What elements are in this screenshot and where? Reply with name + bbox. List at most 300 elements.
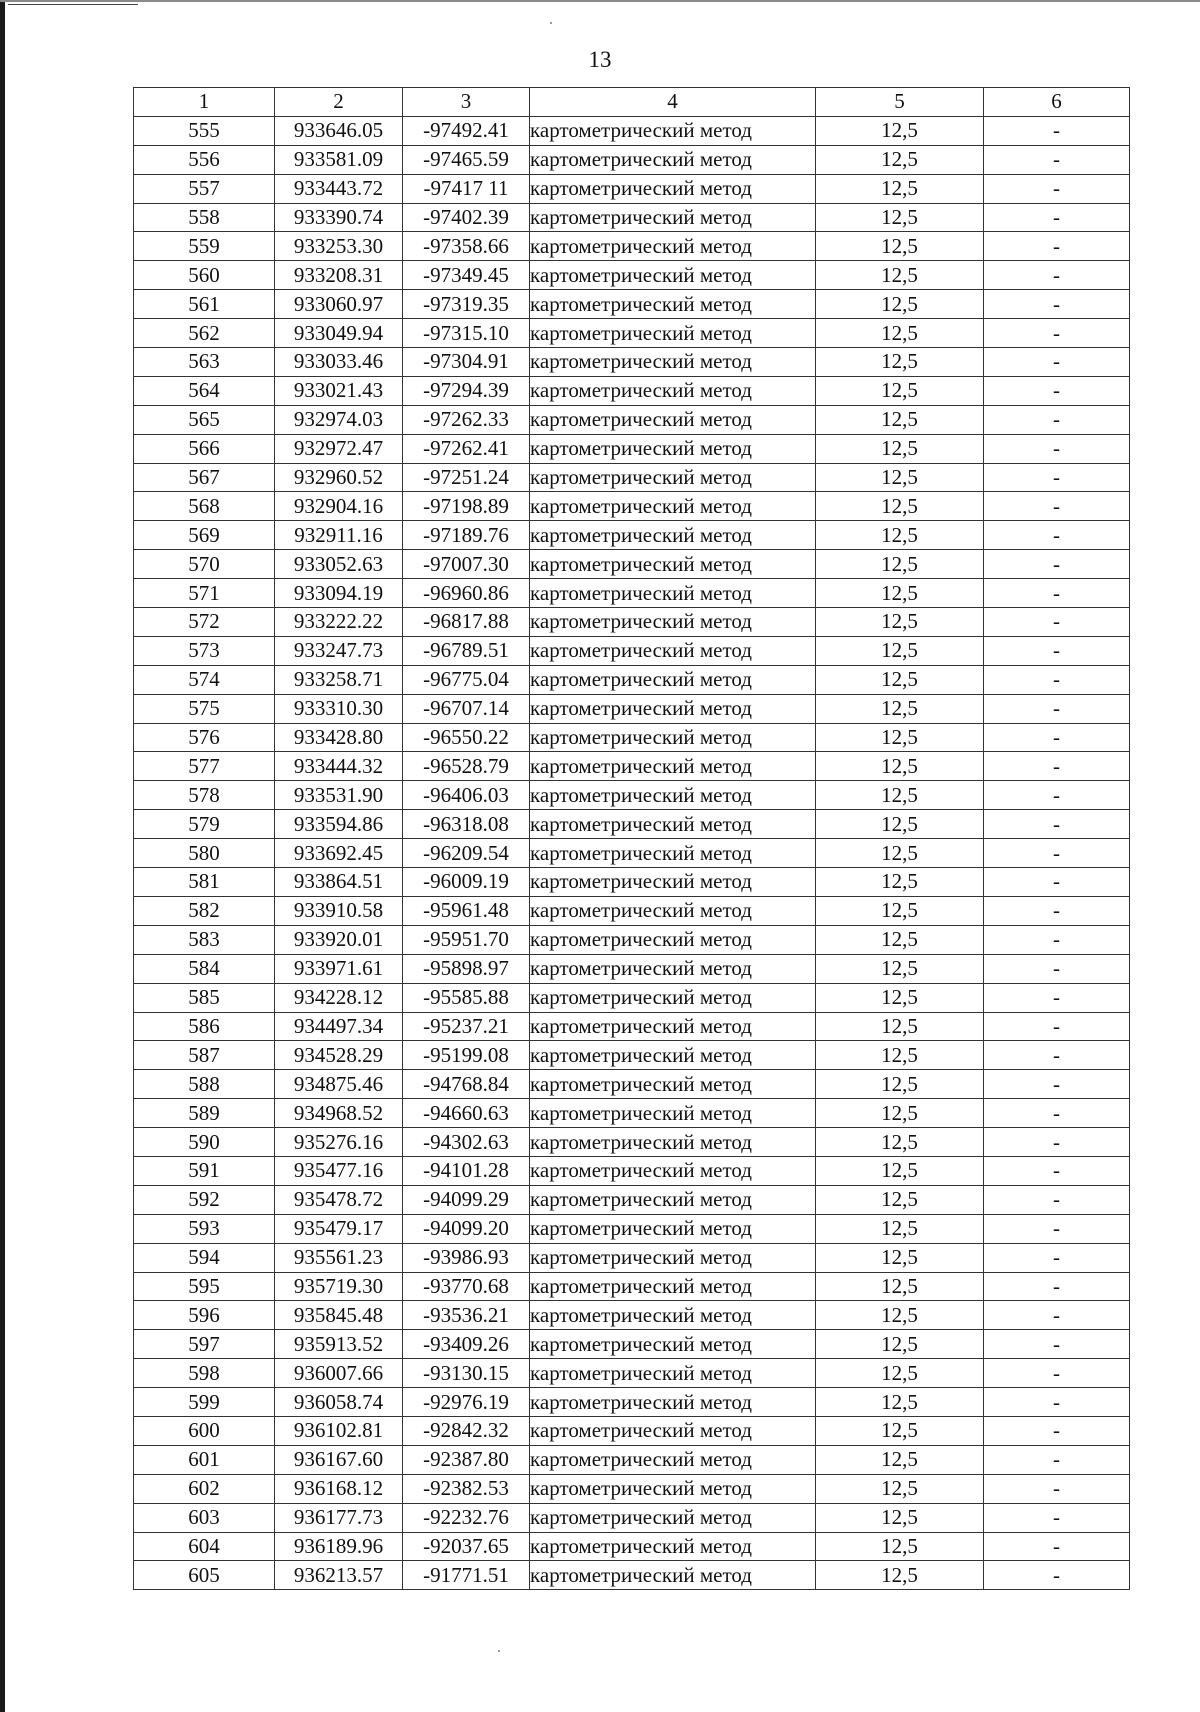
y-coordinate-cell: -96209.54 xyxy=(403,839,530,868)
x-coordinate-cell: 933444.32 xyxy=(275,752,403,781)
x-coordinate-cell: 934497.34 xyxy=(275,1012,403,1041)
note-cell: - xyxy=(984,1416,1130,1445)
point-number-cell: 602 xyxy=(134,1474,275,1503)
y-coordinate-cell: -97319.35 xyxy=(403,290,530,319)
method-cell: картометрический метод xyxy=(530,1503,816,1532)
x-coordinate-cell: 936102.81 xyxy=(275,1416,403,1445)
x-coordinate-cell: 933049.94 xyxy=(275,319,403,348)
x-coordinate-cell: 932972.47 xyxy=(275,434,403,463)
y-coordinate-cell: -97358.66 xyxy=(403,232,530,261)
accuracy-cell: 12,5 xyxy=(816,1041,984,1070)
accuracy-cell: 12,5 xyxy=(816,434,984,463)
accuracy-cell: 12,5 xyxy=(816,1388,984,1417)
method-cell: картометрический метод xyxy=(530,463,816,492)
accuracy-cell: 12,5 xyxy=(816,1099,984,1128)
note-cell: - xyxy=(984,839,1130,868)
coordinates-table xyxy=(133,87,1130,1590)
accuracy-cell: 12,5 xyxy=(816,550,984,579)
y-coordinate-cell: -97315.10 xyxy=(403,319,530,348)
method-cell: картометрический метод xyxy=(530,203,816,232)
method-cell: картометрический метод xyxy=(530,1185,816,1214)
x-coordinate-cell: 932960.52 xyxy=(275,463,403,492)
method-cell: картометрический метод xyxy=(530,1532,816,1561)
point-number-cell: 578 xyxy=(134,781,275,810)
x-coordinate-cell: 933208.31 xyxy=(275,261,403,290)
y-coordinate-cell: -94099.20 xyxy=(403,1214,530,1243)
y-coordinate-cell: -96406.03 xyxy=(403,781,530,810)
x-coordinate-cell: 936168.12 xyxy=(275,1474,403,1503)
table-row xyxy=(134,145,1130,174)
note-cell: - xyxy=(984,1445,1130,1474)
accuracy-cell: 12,5 xyxy=(816,810,984,839)
accuracy-cell: 12,5 xyxy=(816,1301,984,1330)
x-coordinate-cell: 936167.60 xyxy=(275,1445,403,1474)
note-cell: - xyxy=(984,636,1130,665)
y-coordinate-cell: -96960.86 xyxy=(403,579,530,608)
point-number-cell: 574 xyxy=(134,665,275,694)
accuracy-cell: 12,5 xyxy=(816,1128,984,1157)
point-number-cell: 562 xyxy=(134,319,275,348)
y-coordinate-cell: -97304.91 xyxy=(403,348,530,377)
accuracy-cell: 12,5 xyxy=(816,1416,984,1445)
y-coordinate-cell: -96550.22 xyxy=(403,723,530,752)
table-row xyxy=(134,983,1130,1012)
method-cell: картометрический метод xyxy=(530,145,816,174)
note-cell: - xyxy=(984,1532,1130,1561)
method-cell: картометрический метод xyxy=(530,348,816,377)
note-cell: - xyxy=(984,868,1130,897)
table-row xyxy=(134,492,1130,521)
x-coordinate-cell: 933310.30 xyxy=(275,694,403,723)
header-col-2: 2 xyxy=(275,88,403,117)
method-cell: картометрический метод xyxy=(530,1012,816,1041)
note-cell: - xyxy=(984,1099,1130,1128)
table-row xyxy=(134,723,1130,752)
table-row xyxy=(134,1185,1130,1214)
accuracy-cell: 12,5 xyxy=(816,405,984,434)
x-coordinate-cell: 935479.17 xyxy=(275,1214,403,1243)
table-row xyxy=(134,694,1130,723)
accuracy-cell: 12,5 xyxy=(816,752,984,781)
x-coordinate-cell: 935477.16 xyxy=(275,1156,403,1185)
y-coordinate-cell: -97251.24 xyxy=(403,463,530,492)
y-coordinate-cell: -94660.63 xyxy=(403,1099,530,1128)
y-coordinate-cell: -92037.65 xyxy=(403,1532,530,1561)
point-number-cell: 596 xyxy=(134,1301,275,1330)
x-coordinate-cell: 933581.09 xyxy=(275,145,403,174)
y-coordinate-cell: -92842.32 xyxy=(403,1416,530,1445)
method-cell: картометрический метод xyxy=(530,1416,816,1445)
x-coordinate-cell: 933531.90 xyxy=(275,781,403,810)
y-coordinate-cell: -97189.76 xyxy=(403,521,530,550)
table-row xyxy=(134,954,1130,983)
note-cell: - xyxy=(984,492,1130,521)
y-coordinate-cell: -96775.04 xyxy=(403,665,530,694)
table-row xyxy=(134,608,1130,637)
accuracy-cell: 12,5 xyxy=(816,896,984,925)
point-number-cell: 580 xyxy=(134,839,275,868)
method-cell: картометрический метод xyxy=(530,925,816,954)
y-coordinate-cell: -95237.21 xyxy=(403,1012,530,1041)
table-row xyxy=(134,261,1130,290)
accuracy-cell: 12,5 xyxy=(816,1445,984,1474)
note-cell: - xyxy=(984,1041,1130,1070)
table-row xyxy=(134,868,1130,897)
accuracy-cell: 12,5 xyxy=(816,1012,984,1041)
method-cell: картометрический метод xyxy=(530,665,816,694)
x-coordinate-cell: 933222.22 xyxy=(275,608,403,637)
y-coordinate-cell: -96318.08 xyxy=(403,810,530,839)
point-number-cell: 593 xyxy=(134,1214,275,1243)
method-cell: картометрический метод xyxy=(530,636,816,665)
accuracy-cell: 12,5 xyxy=(816,1359,984,1388)
point-number-cell: 559 xyxy=(134,232,275,261)
note-cell: - xyxy=(984,896,1130,925)
x-coordinate-cell: 933864.51 xyxy=(275,868,403,897)
method-cell: картометрический метод xyxy=(530,1359,816,1388)
accuracy-cell: 12,5 xyxy=(816,492,984,521)
y-coordinate-cell: -91771.51 xyxy=(403,1561,530,1590)
accuracy-cell: 12,5 xyxy=(816,174,984,203)
method-cell: картометрический метод xyxy=(530,810,816,839)
table-row xyxy=(134,319,1130,348)
y-coordinate-cell: -96817.88 xyxy=(403,608,530,637)
accuracy-cell: 12,5 xyxy=(816,1532,984,1561)
x-coordinate-cell: 934968.52 xyxy=(275,1099,403,1128)
accuracy-cell: 12,5 xyxy=(816,608,984,637)
method-cell: картометрический метод xyxy=(530,434,816,463)
note-cell: - xyxy=(984,145,1130,174)
note-cell: - xyxy=(984,521,1130,550)
y-coordinate-cell: -93409.26 xyxy=(403,1330,530,1359)
note-cell: - xyxy=(984,1474,1130,1503)
table-row xyxy=(134,376,1130,405)
x-coordinate-cell: 933594.86 xyxy=(275,810,403,839)
point-number-cell: 556 xyxy=(134,145,275,174)
point-number-cell: 575 xyxy=(134,694,275,723)
x-coordinate-cell: 933094.19 xyxy=(275,579,403,608)
x-coordinate-cell: 933253.30 xyxy=(275,232,403,261)
note-cell: - xyxy=(984,579,1130,608)
y-coordinate-cell: -96009.19 xyxy=(403,868,530,897)
method-cell: картометрический метод xyxy=(530,492,816,521)
note-cell: - xyxy=(984,261,1130,290)
accuracy-cell: 12,5 xyxy=(816,925,984,954)
note-cell: - xyxy=(984,1156,1130,1185)
method-cell: картометрический метод xyxy=(530,752,816,781)
table-row xyxy=(134,1041,1130,1070)
table-row xyxy=(134,1503,1130,1532)
table-row xyxy=(134,1012,1130,1041)
accuracy-cell: 12,5 xyxy=(816,261,984,290)
table-row xyxy=(134,579,1130,608)
method-cell: картометрический метод xyxy=(530,723,816,752)
x-coordinate-cell: 932911.16 xyxy=(275,521,403,550)
note-cell: - xyxy=(984,723,1130,752)
x-coordinate-cell: 933258.71 xyxy=(275,665,403,694)
x-coordinate-cell: 933021.43 xyxy=(275,376,403,405)
table-row xyxy=(134,1099,1130,1128)
accuracy-cell: 12,5 xyxy=(816,203,984,232)
point-number-cell: 569 xyxy=(134,521,275,550)
point-number-cell: 590 xyxy=(134,1128,275,1157)
point-number-cell: 599 xyxy=(134,1388,275,1417)
point-number-cell: 563 xyxy=(134,348,275,377)
note-cell: - xyxy=(984,810,1130,839)
note-cell: - xyxy=(984,116,1130,145)
method-cell: картометрический метод xyxy=(530,1214,816,1243)
x-coordinate-cell: 935276.16 xyxy=(275,1128,403,1157)
method-cell: картометрический метод xyxy=(530,405,816,434)
scan-speck xyxy=(550,22,552,24)
note-cell: - xyxy=(984,1301,1130,1330)
header-col-6: 6 xyxy=(984,88,1130,117)
table-row xyxy=(134,463,1130,492)
y-coordinate-cell: -97349.45 xyxy=(403,261,530,290)
table-row xyxy=(134,434,1130,463)
table-row xyxy=(134,116,1130,145)
table-row xyxy=(134,896,1130,925)
table-row xyxy=(134,1243,1130,1272)
header-col-3: 3 xyxy=(403,88,530,117)
x-coordinate-cell: 933033.46 xyxy=(275,348,403,377)
point-number-cell: 587 xyxy=(134,1041,275,1070)
table-row xyxy=(134,1561,1130,1590)
table-row xyxy=(134,636,1130,665)
x-coordinate-cell: 933428.80 xyxy=(275,723,403,752)
table-row xyxy=(134,348,1130,377)
accuracy-cell: 12,5 xyxy=(816,521,984,550)
x-coordinate-cell: 936058.74 xyxy=(275,1388,403,1417)
header-col-5: 5 xyxy=(816,88,984,117)
accuracy-cell: 12,5 xyxy=(816,1070,984,1099)
method-cell: картометрический метод xyxy=(530,261,816,290)
method-cell: картометрический метод xyxy=(530,1099,816,1128)
accuracy-cell: 12,5 xyxy=(816,1243,984,1272)
accuracy-cell: 12,5 xyxy=(816,463,984,492)
method-cell: картометрический метод xyxy=(530,1041,816,1070)
y-coordinate-cell: -95898.97 xyxy=(403,954,530,983)
y-coordinate-cell: -96528.79 xyxy=(403,752,530,781)
table-row xyxy=(134,1128,1130,1157)
table-row xyxy=(134,665,1130,694)
note-cell: - xyxy=(984,348,1130,377)
method-cell: картометрический метод xyxy=(530,1301,816,1330)
x-coordinate-cell: 934528.29 xyxy=(275,1041,403,1070)
point-number-cell: 583 xyxy=(134,925,275,954)
x-coordinate-cell: 936189.96 xyxy=(275,1532,403,1561)
y-coordinate-cell: -95199.08 xyxy=(403,1041,530,1070)
method-cell: картометрический метод xyxy=(530,868,816,897)
table-header-row xyxy=(134,88,1130,117)
x-coordinate-cell: 936007.66 xyxy=(275,1359,403,1388)
table-row xyxy=(134,174,1130,203)
y-coordinate-cell: -93770.68 xyxy=(403,1272,530,1301)
method-cell: картометрический метод xyxy=(530,1561,816,1590)
y-coordinate-cell: -94302.63 xyxy=(403,1128,530,1157)
method-cell: картометрический метод xyxy=(530,896,816,925)
x-coordinate-cell: 935913.52 xyxy=(275,1330,403,1359)
y-coordinate-cell: -95961.48 xyxy=(403,896,530,925)
note-cell: - xyxy=(984,608,1130,637)
table-row xyxy=(134,521,1130,550)
x-coordinate-cell: 933920.01 xyxy=(275,925,403,954)
table-row xyxy=(134,1330,1130,1359)
x-coordinate-cell: 933247.73 xyxy=(275,636,403,665)
note-cell: - xyxy=(984,694,1130,723)
y-coordinate-cell: -95585.88 xyxy=(403,983,530,1012)
scan-top-mark xyxy=(8,4,138,5)
x-coordinate-cell: 934228.12 xyxy=(275,983,403,1012)
point-number-cell: 603 xyxy=(134,1503,275,1532)
table-row xyxy=(134,810,1130,839)
table-row xyxy=(134,752,1130,781)
method-cell: картометрический метод xyxy=(530,1445,816,1474)
point-number-cell: 600 xyxy=(134,1416,275,1445)
point-number-cell: 560 xyxy=(134,261,275,290)
x-coordinate-cell: 932974.03 xyxy=(275,405,403,434)
y-coordinate-cell: -92976.19 xyxy=(403,1388,530,1417)
accuracy-cell: 12,5 xyxy=(816,1561,984,1590)
method-cell: картометрический метод xyxy=(530,608,816,637)
method-cell: картометрический метод xyxy=(530,1243,816,1272)
note-cell: - xyxy=(984,1330,1130,1359)
point-number-cell: 597 xyxy=(134,1330,275,1359)
note-cell: - xyxy=(984,203,1130,232)
note-cell: - xyxy=(984,665,1130,694)
point-number-cell: 564 xyxy=(134,376,275,405)
table-body xyxy=(134,116,1130,1589)
table-row xyxy=(134,1070,1130,1099)
method-cell: картометрический метод xyxy=(530,1272,816,1301)
method-cell: картометрический метод xyxy=(530,521,816,550)
point-number-cell: 572 xyxy=(134,608,275,637)
x-coordinate-cell: 933052.63 xyxy=(275,550,403,579)
y-coordinate-cell: -93536.21 xyxy=(403,1301,530,1330)
accuracy-cell: 12,5 xyxy=(816,723,984,752)
table-row xyxy=(134,781,1130,810)
method-cell: картометрический метод xyxy=(530,1070,816,1099)
table-row xyxy=(134,232,1130,261)
note-cell: - xyxy=(984,1272,1130,1301)
point-number-cell: 558 xyxy=(134,203,275,232)
table-row xyxy=(134,1156,1130,1185)
y-coordinate-cell: -97492.41 xyxy=(403,116,530,145)
note-cell: - xyxy=(984,1128,1130,1157)
x-coordinate-cell: 935561.23 xyxy=(275,1243,403,1272)
note-cell: - xyxy=(984,1214,1130,1243)
method-cell: картометрический метод xyxy=(530,954,816,983)
note-cell: - xyxy=(984,1012,1130,1041)
point-number-cell: 605 xyxy=(134,1561,275,1590)
accuracy-cell: 12,5 xyxy=(816,116,984,145)
x-coordinate-cell: 936177.73 xyxy=(275,1503,403,1532)
point-number-cell: 561 xyxy=(134,290,275,319)
y-coordinate-cell: -95951.70 xyxy=(403,925,530,954)
table-row xyxy=(134,839,1130,868)
method-cell: картометрический метод xyxy=(530,550,816,579)
point-number-cell: 595 xyxy=(134,1272,275,1301)
x-coordinate-cell: 933910.58 xyxy=(275,896,403,925)
accuracy-cell: 12,5 xyxy=(816,1185,984,1214)
y-coordinate-cell: -97402.39 xyxy=(403,203,530,232)
note-cell: - xyxy=(984,1359,1130,1388)
accuracy-cell: 12,5 xyxy=(816,290,984,319)
accuracy-cell: 12,5 xyxy=(816,579,984,608)
point-number-cell: 573 xyxy=(134,636,275,665)
note-cell: - xyxy=(984,954,1130,983)
point-number-cell: 557 xyxy=(134,174,275,203)
method-cell: картометрический метод xyxy=(530,694,816,723)
note-cell: - xyxy=(984,290,1130,319)
table-row xyxy=(134,290,1130,319)
y-coordinate-cell: -94099.29 xyxy=(403,1185,530,1214)
y-coordinate-cell: -97007.30 xyxy=(403,550,530,579)
point-number-cell: 570 xyxy=(134,550,275,579)
method-cell: картометрический метод xyxy=(530,319,816,348)
accuracy-cell: 12,5 xyxy=(816,1156,984,1185)
point-number-cell: 585 xyxy=(134,983,275,1012)
point-number-cell: 584 xyxy=(134,954,275,983)
accuracy-cell: 12,5 xyxy=(816,694,984,723)
table-row xyxy=(134,203,1130,232)
y-coordinate-cell: -92387.80 xyxy=(403,1445,530,1474)
note-cell: - xyxy=(984,550,1130,579)
y-coordinate-cell: -97417 11 xyxy=(403,174,530,203)
point-number-cell: 567 xyxy=(134,463,275,492)
x-coordinate-cell: 933060.97 xyxy=(275,290,403,319)
x-coordinate-cell: 936213.57 xyxy=(275,1561,403,1590)
point-number-cell: 576 xyxy=(134,723,275,752)
method-cell: картометрический метод xyxy=(530,1128,816,1157)
table-row xyxy=(134,1474,1130,1503)
point-number-cell: 591 xyxy=(134,1156,275,1185)
accuracy-cell: 12,5 xyxy=(816,319,984,348)
method-cell: картометрический метод xyxy=(530,290,816,319)
note-cell: - xyxy=(984,1503,1130,1532)
point-number-cell: 566 xyxy=(134,434,275,463)
point-number-cell: 568 xyxy=(134,492,275,521)
table-row xyxy=(134,1272,1130,1301)
note-cell: - xyxy=(984,1243,1130,1272)
accuracy-cell: 12,5 xyxy=(816,1214,984,1243)
table-row xyxy=(134,550,1130,579)
table-row xyxy=(134,405,1130,434)
accuracy-cell: 12,5 xyxy=(816,1330,984,1359)
method-cell: картометрический метод xyxy=(530,1388,816,1417)
note-cell: - xyxy=(984,319,1130,348)
x-coordinate-cell: 935845.48 xyxy=(275,1301,403,1330)
note-cell: - xyxy=(984,1388,1130,1417)
y-coordinate-cell: -92232.76 xyxy=(403,1503,530,1532)
method-cell: картометрический метод xyxy=(530,579,816,608)
accuracy-cell: 12,5 xyxy=(816,232,984,261)
y-coordinate-cell: -97294.39 xyxy=(403,376,530,405)
y-coordinate-cell: -96789.51 xyxy=(403,636,530,665)
method-cell: картометрический метод xyxy=(530,174,816,203)
point-number-cell: 604 xyxy=(134,1532,275,1561)
y-coordinate-cell: -96707.14 xyxy=(403,694,530,723)
method-cell: картометрический метод xyxy=(530,1474,816,1503)
x-coordinate-cell: 932904.16 xyxy=(275,492,403,521)
y-coordinate-cell: -93986.93 xyxy=(403,1243,530,1272)
y-coordinate-cell: -97198.89 xyxy=(403,492,530,521)
accuracy-cell: 12,5 xyxy=(816,868,984,897)
point-number-cell: 601 xyxy=(134,1445,275,1474)
point-number-cell: 565 xyxy=(134,405,275,434)
scan-left-edge xyxy=(0,0,5,1712)
accuracy-cell: 12,5 xyxy=(816,983,984,1012)
